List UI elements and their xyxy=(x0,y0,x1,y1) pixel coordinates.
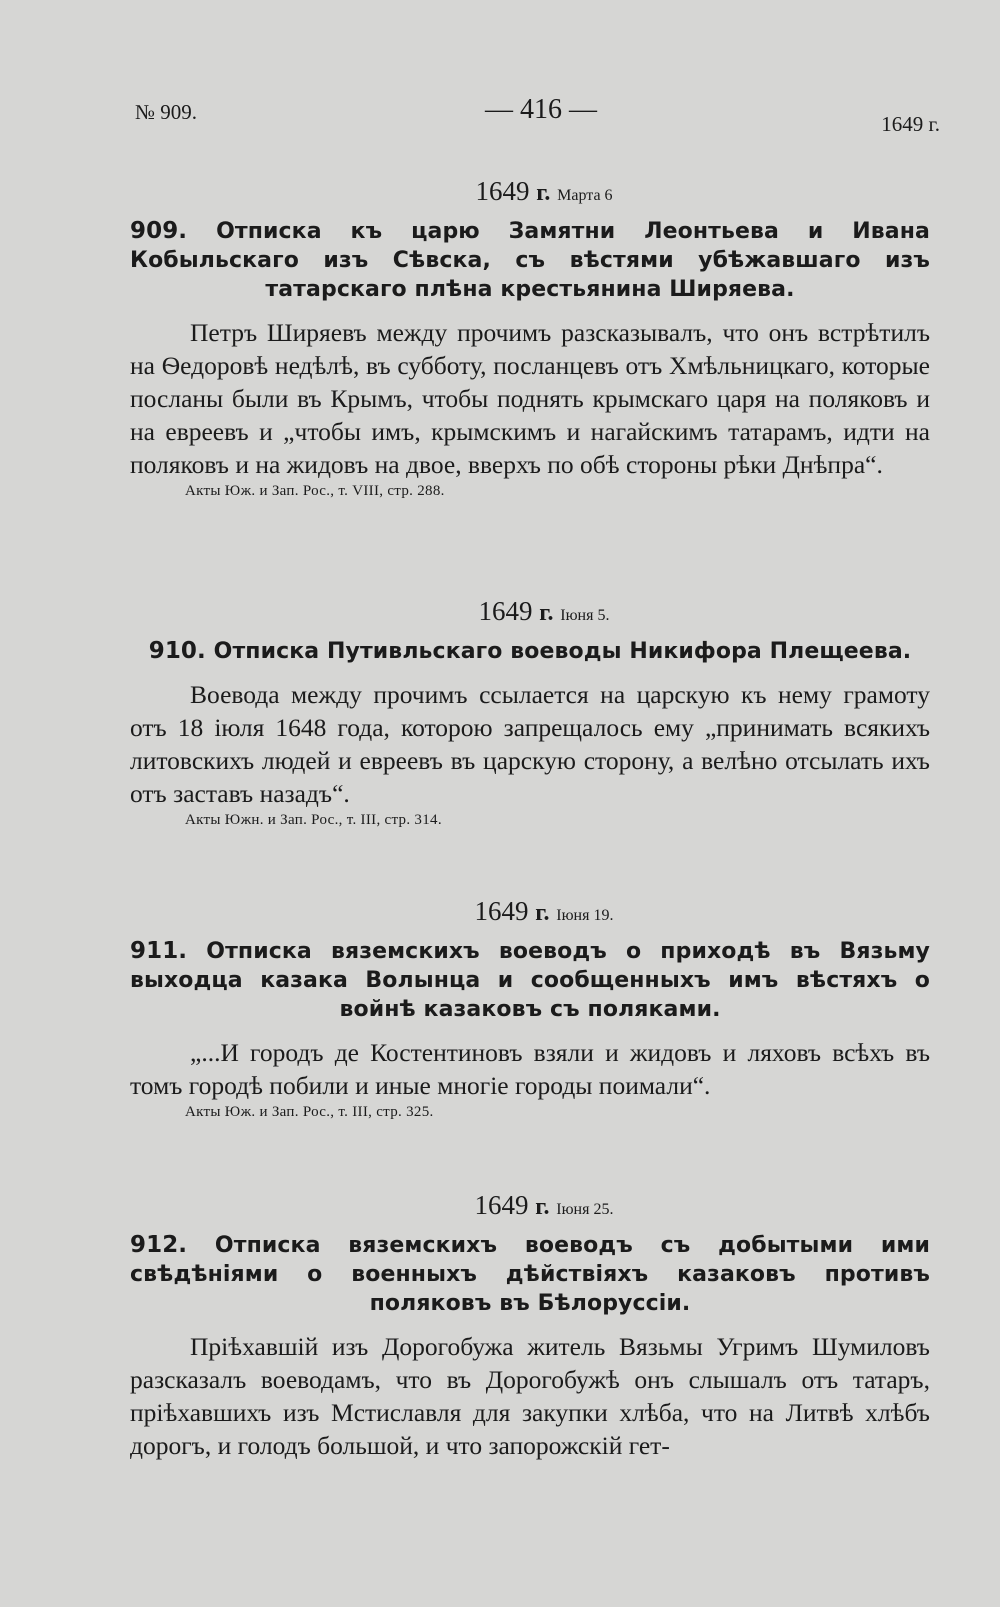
date-month-day: Іюня 5. xyxy=(560,607,610,624)
entry-title: Отписка вяземскихъ воеводъ съ добытыми ими свѣдѣніями о военныхъ дѣйствіяхъ казаковъ противъ поляковъ въ Бѣлоруссіи. xyxy=(130,1233,930,1316)
entry-date xyxy=(130,176,930,207)
date-g: г. xyxy=(539,600,554,626)
entry-heading xyxy=(130,217,930,304)
date-year: 1649 xyxy=(474,1190,529,1220)
entry-text: Петръ Ширяевъ между прочимъ разсказывалъ, что онъ встрѣтилъ на Ѳедоровѣ недѣлѣ, въ субботу, посланцевъ отъ Хмѣльницкаго, которые посланы были въ Крымъ, чтобы поднять крымскаго царя на поляковъ и на евреевъ и „чтобы имъ, крымскимъ и нагайскимъ татарамъ, идти на поляковъ и на жидовъ на двое, вверхъ по обѣ стороны рѣки Днѣпра“. xyxy=(130,318,930,479)
entry-title: Отписка Путивльскаго воеводы Никифора Плещеева. xyxy=(213,639,912,664)
date-g: г. xyxy=(535,900,550,926)
entry-date xyxy=(130,596,930,627)
page-number: — 416 — xyxy=(485,94,597,125)
entry-date xyxy=(130,1190,930,1221)
date-g: г. xyxy=(535,1194,550,1220)
date-g: г. xyxy=(536,180,551,206)
entry-text: Воевода между прочимъ ссылается на царскую къ нему грамоту отъ 18 іюля 1648 года, которою запрещалось ему „принимать всякихъ литовскихъ людей и евреевъ въ царскую сторону, а велѣно отсылать ихъ отъ заставъ назадъ“. xyxy=(130,680,930,808)
entry-number: 910. xyxy=(148,638,206,664)
date-year: 1649 xyxy=(478,596,533,626)
entry-date xyxy=(130,896,930,927)
entry-heading xyxy=(130,937,930,1024)
entry-heading xyxy=(130,637,930,666)
date-year: 1649 xyxy=(475,176,530,206)
date-year: 1649 xyxy=(474,896,529,926)
date-month-day: Іюня 19. xyxy=(556,907,614,924)
entry-source: Акты Южн. и Зап. Рос., т. III, стр. 314. xyxy=(185,812,442,828)
entry-source: Акты Юж. и Зап. Рос., т. VIII, стр. 288. xyxy=(185,483,445,499)
entry-number: 909. xyxy=(130,218,188,244)
entry-title: Отписка къ царю Замятни Леонтьева и Ивана Кобыльскаго изъ Сѣвска, съ вѣстями убѣжавшаго изъ татарскаго плѣна крестьянина Ширяева. xyxy=(130,219,930,302)
entry-text: Пріѣхавшій изъ Дорогобужа житель Вязьмы Угримъ Шумиловъ разсказалъ воеводамъ, что въ Дорогобужѣ онъ слышалъ отъ татаръ, пріѣхавшихъ изъ Мстиславля для закупки хлѣба, что на Литвѣ хлѣбъ дорогъ, и голодъ большой, и что запорожскій гет- xyxy=(130,1332,930,1460)
entry-911 xyxy=(130,896,930,1121)
document-number: № 909. xyxy=(135,100,198,124)
entry-text: „...И городъ де Костентиновъ взяли и жидовъ и ляховъ всѣхъ въ томъ городѣ побили и иные многіе городы поимали“. xyxy=(130,1038,930,1100)
entry-910 xyxy=(130,596,930,829)
entry-909 xyxy=(130,176,930,500)
entry-number: 912. xyxy=(130,1232,188,1258)
entry-number: 911. xyxy=(130,938,188,964)
entry-heading xyxy=(130,1231,930,1318)
running-head xyxy=(135,94,940,136)
entry-912 xyxy=(130,1190,930,1462)
entry-title: Отписка вяземскихъ воеводъ о приходѣ въ Вязьму выходца казака Волынца и сообщенныхъ имъ вѣстяхъ о войнѣ казаковъ съ поляками. xyxy=(130,939,930,1022)
entry-source: Акты Юж. и Зап. Рос., т. III, стр. 325. xyxy=(185,1104,434,1120)
header-year: 1649 г. xyxy=(881,112,940,136)
date-month-day: Марта 6 xyxy=(557,187,613,204)
date-month-day: Іюня 25. xyxy=(556,1201,614,1218)
